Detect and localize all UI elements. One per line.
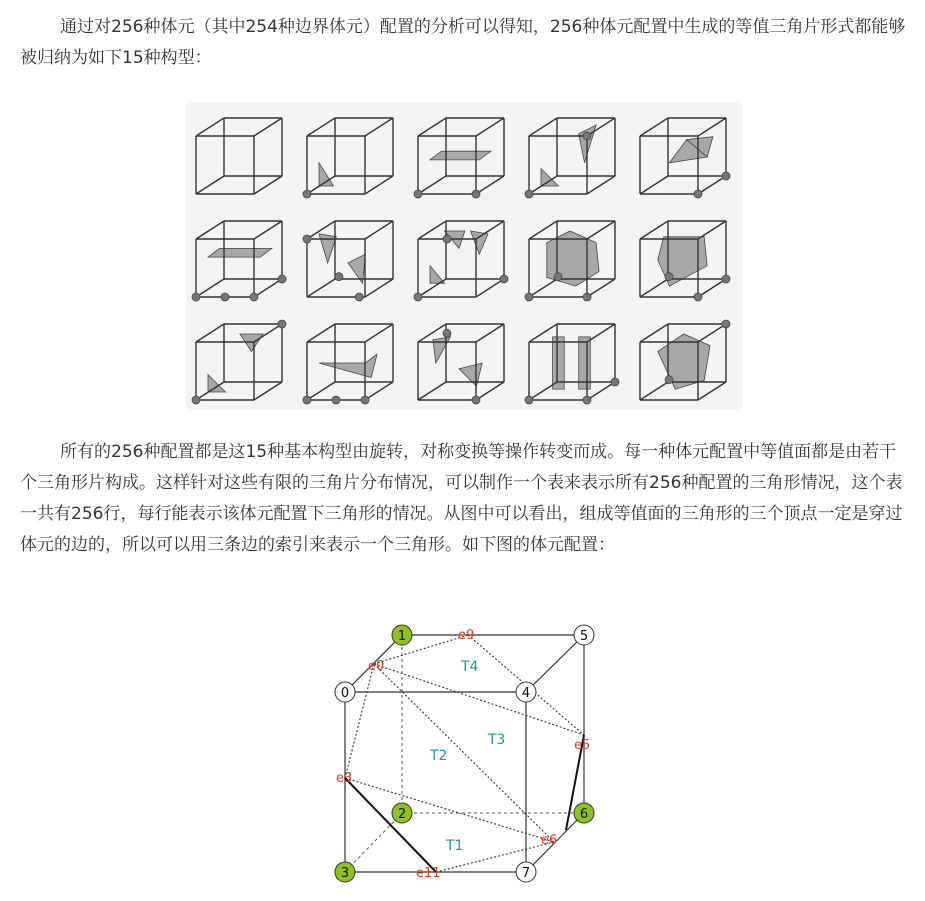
vertex-label-0: 0 [340, 686, 350, 701]
edge-label-e3: e3 [336, 771, 353, 786]
vertex-label-6: 6 [579, 807, 589, 822]
configuration-cube-10 [640, 221, 730, 301]
triangle-label-t4: T4 [461, 659, 479, 675]
configuration-cube-15 [640, 320, 730, 400]
cube-configuration-figure [326, 618, 608, 888]
configuration-cube-14 [525, 324, 619, 404]
edge-label-e6: e6 [541, 833, 558, 848]
triangle-label-t1: T1 [446, 838, 464, 854]
edge-label-e5: e5 [574, 738, 591, 753]
vertex-label-5: 5 [579, 629, 589, 644]
fifteen-configurations-figure [186, 102, 742, 410]
configuration-cube-7 [303, 221, 393, 301]
cube-diagram [326, 618, 608, 888]
configuration-cube-8 [414, 221, 508, 301]
configuration-cube-2 [303, 118, 393, 198]
vertex-label-7: 7 [521, 866, 531, 881]
vertex-label-4: 4 [521, 686, 531, 701]
intro-paragraph: 通过对256种体元（其中254种边界体元）配置的分析可以得知，256种体元配置中生成的等值三角片形式都能够被归纳为如下15种构型： [20, 17, 906, 68]
configuration-cube-5 [640, 118, 730, 198]
configuration-cube-6 [192, 221, 286, 301]
vertex-label-3: 3 [340, 866, 350, 881]
edge-label-e11: e11 [416, 866, 441, 881]
configuration-cube-3 [414, 118, 504, 198]
edge-label-e9: e9 [458, 628, 475, 643]
vertex-label-2: 2 [397, 807, 407, 822]
configuration-cube-9 [525, 221, 615, 301]
configuration-cube-1 [196, 118, 282, 194]
configurations-image [186, 102, 742, 410]
configuration-cube-4 [525, 118, 615, 198]
triangle-label-t2: T2 [430, 748, 448, 764]
configuration-cube-11 [192, 320, 286, 404]
triangle-label-t3: T3 [488, 732, 506, 748]
vertex-label-1: 1 [397, 629, 407, 644]
explanation-paragraph: 所有的256种配置都是这15种基本构型由旋转，对称变换等操作转变而成。每一种体元配置中等值面都是由若干个三角形片构成。这样针对这些有限的三角片分布情况，可以制作一个表来表示所有256种配置的三角形情况，这个表一共有256行，每行能表示该体元配置下三角形的情况。从图中可以看出，组成等值面的三角形的三个顶点一定是穿过体元的边的，所以可以用三条边的索引来表示一个三角形。如下图的体元配置： [20, 442, 903, 555]
configuration-cube-13 [418, 324, 504, 404]
edge-label-e0: e0 [368, 659, 385, 674]
configuration-cube-12 [303, 324, 393, 404]
